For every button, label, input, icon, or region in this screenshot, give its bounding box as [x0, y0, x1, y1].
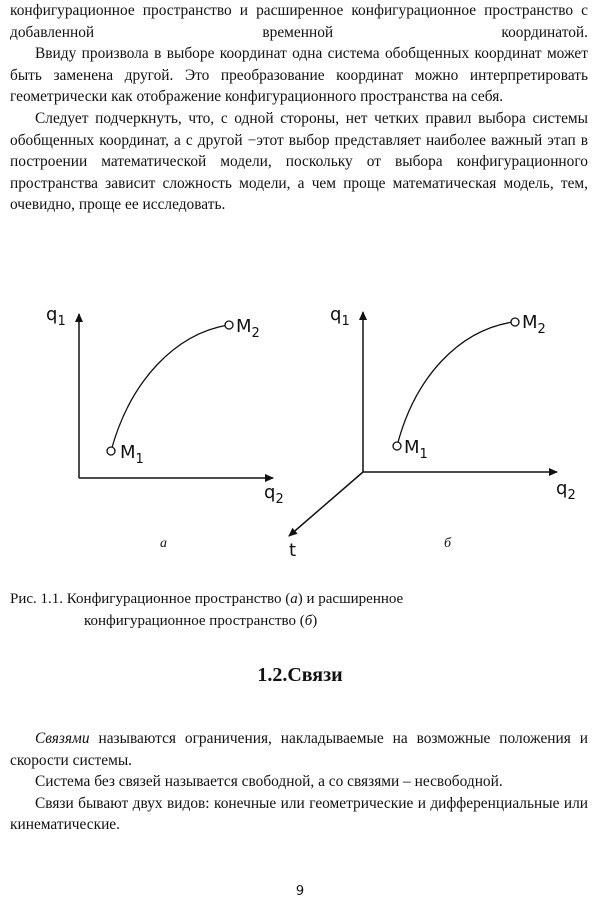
right-trajectory [397, 322, 513, 446]
left-y-axis-label: $q_1$ [46, 304, 66, 329]
left-m2-label: $M_2$ [236, 316, 260, 341]
caption-line-2: конфигурационное пространство (б) [84, 613, 318, 629]
right-y-axis-label: $q_1$ [330, 304, 350, 329]
section-body [10, 728, 588, 836]
left-subcaption: а [160, 536, 167, 551]
paragraph: Ввиду произвола в выборе координат одна система обобщенных координат может быть заменена другой. Это преобразование координат можно интерпретировать геометрически как отображение конфигурационного пространства на себя. [10, 45, 588, 106]
left-point-m1 [107, 447, 115, 455]
figure-1-1 [0, 296, 600, 566]
section-title: 1.2.Связи [257, 664, 343, 686]
left-point-m2 [225, 321, 233, 329]
paragraph: Система без связей называется свободной, а со связями – несвободной. [35, 773, 503, 791]
right-subcaption: б [444, 536, 452, 551]
right-t-axis-label: t [289, 540, 297, 561]
figure-caption [10, 588, 590, 632]
right-point-m1 [393, 442, 401, 450]
intro-text [10, 0, 588, 216]
paragraph: Связи бывают двух видов: конечные или геометрические и дифференциальные или кинематические. [10, 794, 588, 834]
right-m1-label: $M_1$ [404, 437, 428, 462]
left-x-axis-label: $q_2$ [264, 482, 284, 507]
page-number: 9 [295, 884, 305, 899]
right-point-m2 [511, 318, 519, 326]
caption-line-1: Рис. 1.1. Конфигурационное пространство (а) и расширенное [10, 591, 404, 607]
left-m1-label: $M_1$ [120, 442, 144, 467]
paragraph: Связями называются ограничения, накладываемые на возможные положения и скорости системы. [10, 730, 588, 769]
paragraph: Следует подчеркнуть, что, с одной стороны, нет четких правил выбора системы обобщенных координат, а с другой −этот выбор представляет наиболее важный этап в построении математической модели, поскольку от выбора конфигурационного пространства зависит сложность модели, а чем проще математическая модель, тем, очевидно, проще ее исследовать. [10, 109, 588, 214]
figure-drawing [0, 296, 600, 566]
paragraph: конфигурационное пространство и расширенное конфигурационное пространство с добавленной временной координатой. [10, 2, 588, 41]
right-t-axis [289, 472, 363, 536]
right-m2-label: $M_2$ [522, 312, 546, 337]
left-trajectory [111, 325, 228, 451]
right-x-axis-label: $q_2$ [556, 478, 576, 503]
